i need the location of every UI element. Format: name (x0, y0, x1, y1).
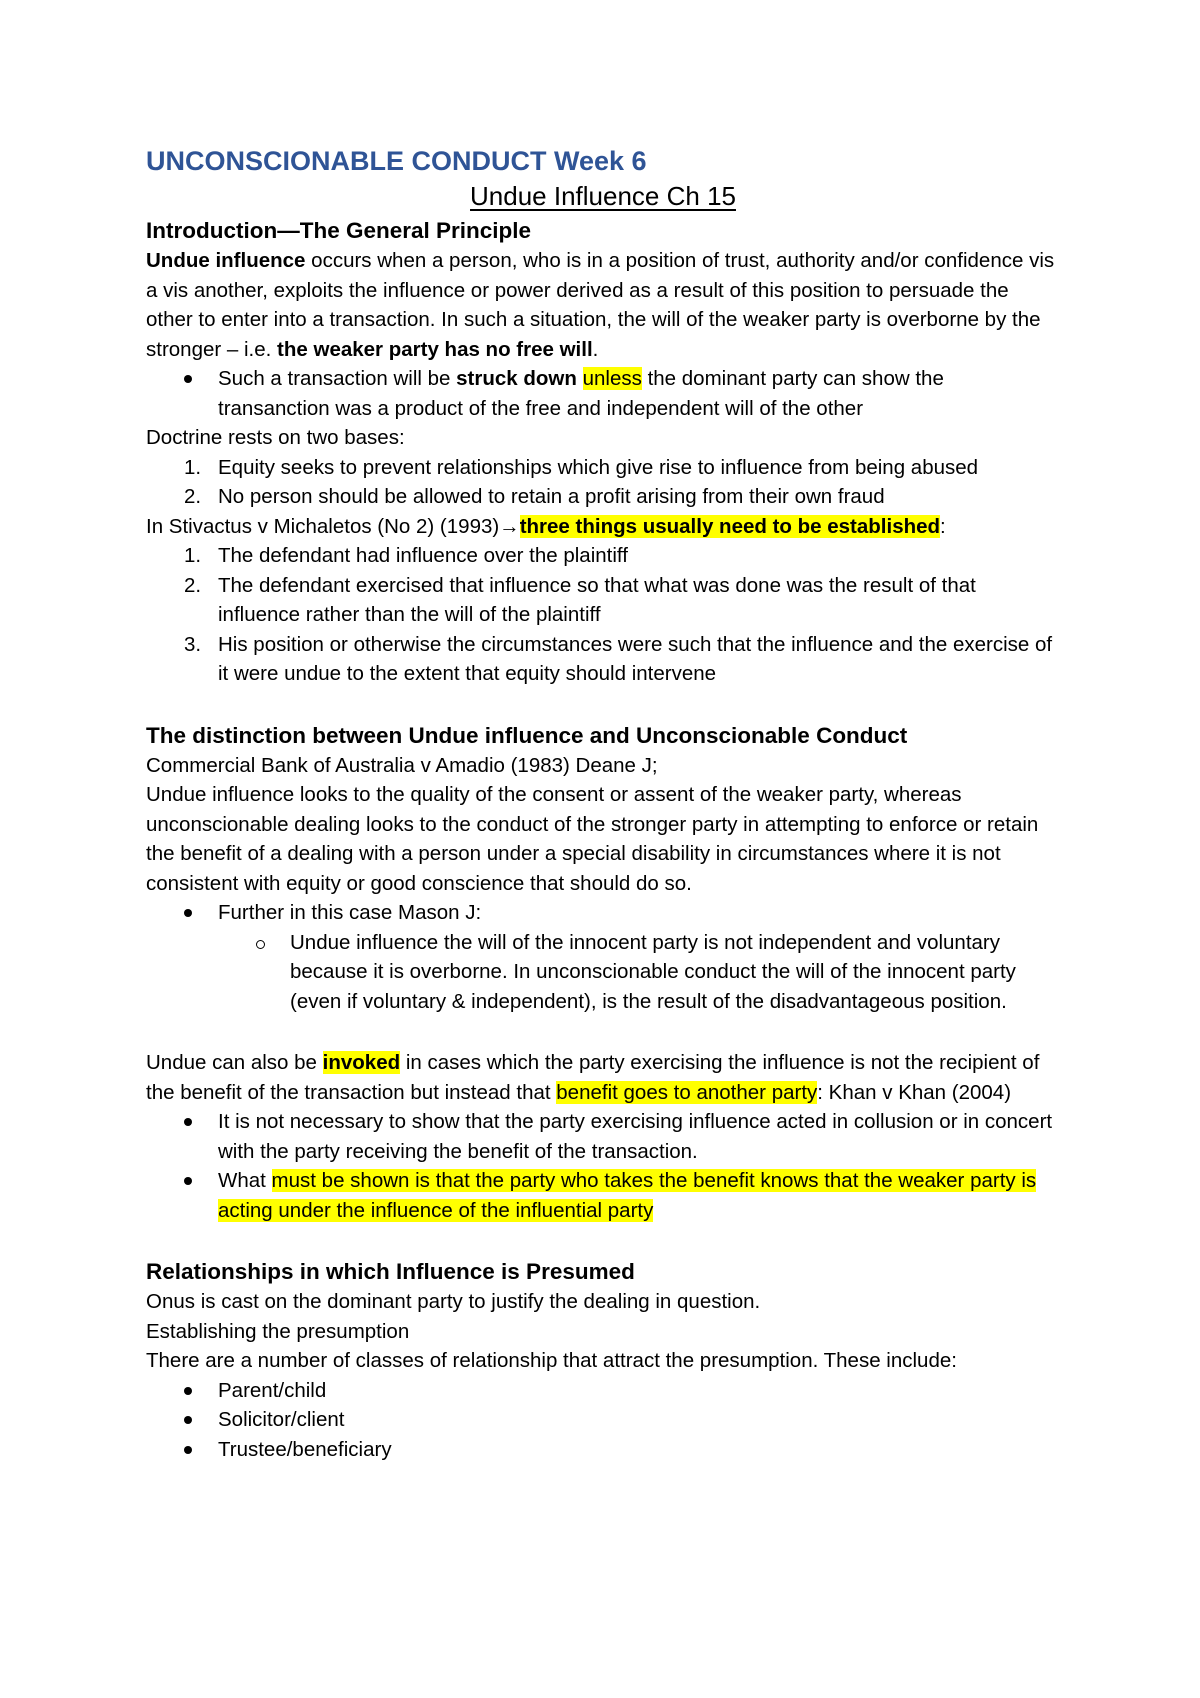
invoked-paragraph: Undue can also be invoked in cases which the party exercising the influence is not the recipient of the benefit of the transaction but instead that benefit goes to another party: Khan v Khan (2004) (146, 1051, 1040, 1104)
intro-paragraph: Undue influence occurs when a person, who is in a position of trust, authority and/or confidence vis a vis another, exploits the influence or power derived as a result of this position to persuade the other to enter into a transaction. In such a situation, the will of the weaker party is overborne by the stronger – i.e. the weaker party has no free will. (146, 249, 1055, 361)
intro-bullet-list (146, 364, 1060, 423)
bullet-icon (184, 1177, 192, 1185)
bullet-icon (184, 1446, 192, 1454)
distinction-paragraph: Undue influence looks to the quality of the consent or assent of the weaker party, whereas unconscionable dealing looks to the conduct of the stronger party in attempting to enforce or retain the benefit of a dealing with a person under a special disability in circumstances where it is not consistent with equity or good conscience that should do so. (146, 783, 1039, 895)
list-item: Undue influence the will of the innocent party is not independent and voluntary because it is overborne. In unconscionable conduct the will of the innocent party (even if voluntary & independent), is the result of the disadvantageous position. (146, 928, 1060, 1017)
highlighted-text: must be shown is that the party who takes the benefit knows that the weaker party is acting under the influence of the influential party (218, 1169, 1037, 1222)
no-free-will-emphasis: the weaker party has no free will (277, 337, 593, 361)
classes-line: There are a number of classes of relationship that attract the presumption. These include: (146, 1349, 957, 1372)
onus-line: Onus is cast on the dominant party to justify the dealing in question. (146, 1290, 761, 1313)
three-things-list (146, 541, 1060, 689)
bases-intro: Doctrine rests on two bases: (146, 426, 405, 449)
bullet-icon (184, 1387, 192, 1395)
list-item: What must be shown is that the party who takes the benefit knows that the weaker party is acting under the influence of the influential party (146, 1166, 1060, 1225)
distinction-sub-list (146, 928, 1060, 1017)
relationship-list (146, 1376, 1060, 1465)
invoked-bullet-list (146, 1107, 1060, 1225)
amadio-case: Commercial Bank of Australia v Amadio (1983) Deane J; (146, 753, 658, 777)
list-item: Further in this case Mason J: (146, 898, 1060, 928)
document-subtitle: Undue Influence Ch 15 (470, 181, 736, 211)
highlighted-text: invoked (322, 1051, 401, 1074)
list-item: Solicitor/client (146, 1405, 1060, 1435)
bases-list (146, 453, 1060, 512)
list-item: Parent/child (146, 1376, 1060, 1406)
list-item: Trustee/beneficiary (146, 1435, 1060, 1465)
stivactus-line: In Stivactus v Michaletos (No 2) (1993)→three things usually need to be established: (146, 514, 946, 538)
right-arrow-icon: → (499, 514, 520, 538)
bullet-icon (184, 1118, 192, 1126)
list-item: 3. His position or otherwise the circumstances were such that the influence and the exercise of it were undue to the extent that equity should intervene (184, 632, 1053, 685)
bullet-icon (184, 909, 192, 917)
list-item: 1. The defendant had influence over the plaintiff (184, 544, 628, 567)
list-item: It is not necessary to show that the party exercising influence acted in collusion or in concert with the party receiving the benefit of the transaction. (146, 1107, 1060, 1166)
hollow-bullet-icon (256, 940, 265, 949)
highlighted-text: benefit goes to another party (556, 1080, 818, 1104)
bullet-icon (184, 1416, 192, 1424)
establishing-line: Establishing the presumption (146, 1319, 410, 1343)
list-item: 2. No person should be allowed to retain a profit arising from their own fraud (184, 485, 885, 508)
distinction-bullet-list (146, 898, 1060, 928)
list-item: 1. Equity seeks to prevent relationships which give rise to influence from being abused (184, 455, 979, 479)
document-title: UNCONSCIONABLE CONDUCT Week 6 (146, 146, 647, 176)
highlighted-text: unless (582, 367, 642, 390)
distinction-heading: The distinction between Undue influence and Unconscionable Conduct (146, 722, 908, 748)
presumed-heading: Relationships in which Influence is Presumed (146, 1259, 635, 1284)
bullet-icon (184, 375, 192, 383)
undue-influence-term: Undue influence (146, 249, 306, 272)
list-item: Such a transaction will be struck down unless the dominant party can show the transanction was a product of the free and independent will of the other (146, 364, 1060, 423)
intro-heading: Introduction—The General Principle (146, 218, 532, 243)
list-item: 2. The defendant exercised that influence so that what was done was the result of that influence rather than the will of the plaintiff (184, 573, 976, 626)
highlighted-text: three things usually need to be established (519, 514, 941, 538)
